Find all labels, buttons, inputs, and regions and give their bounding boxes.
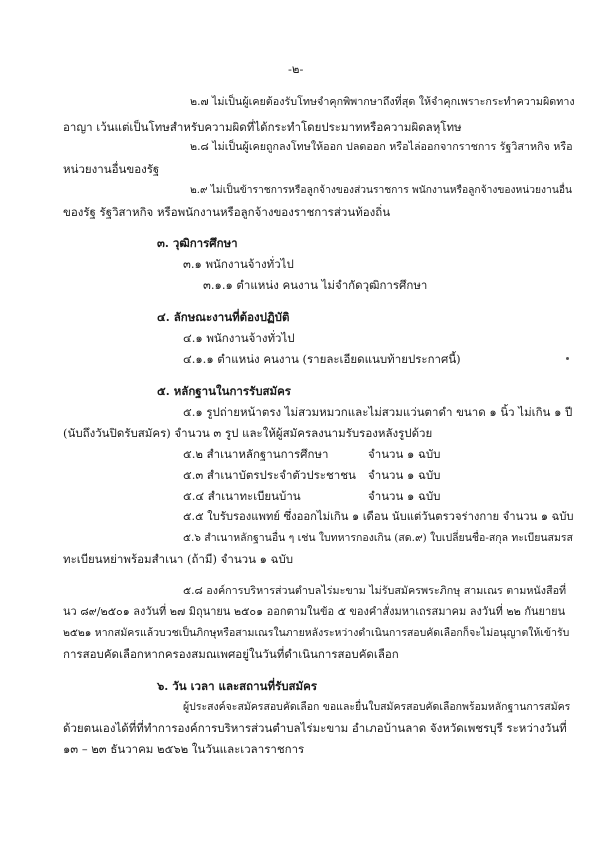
section-3-1-1: ๓.๑.๑ ตำแหน่ง คนงาน ไม่จำกัดวุฒิการศึกษา bbox=[203, 278, 428, 292]
section-4-1-1: ๔.๑.๑ ตำแหน่ง คนงาน (รายละเอียดแนบท้ายประกาศนี้) bbox=[183, 352, 461, 366]
section-5-4-qty: จำนวน ๑ ฉบับ bbox=[368, 489, 441, 503]
section-5-1-line2: (นับถึงวันปิดรับสมัคร) จำนวน ๓ รูป และให้ผู้สมัครลงนามรับรองหลังรูปด้วย bbox=[63, 426, 433, 440]
section-5-1-line1: ๕.๑ รูปถ่ายหน้าตรง ไม่สวมหมวกและไม่สวมแว่นตาดำ ขนาด ๑ นิ้ว ไม่เกิน ๑ ปี bbox=[183, 405, 573, 419]
section-6-line3: ๑๓ – ๒๓ ธันวาคม ๒๕๖๒ ในวันและเวลาราชการ bbox=[63, 742, 305, 756]
section-4-1: ๔.๑ พนักงานจ้างทั่วไป bbox=[183, 331, 295, 345]
qualification-2-9-line1: ๒.๙ ไม่เป็นข้าราชการหรือลูกจ้างของส่วนราชการ พนักงานหรือลูกจ้างของหน่วยงานอื่น bbox=[190, 184, 572, 196]
page-number: -๒- bbox=[288, 62, 304, 76]
section-6-line2: ด้วยตนเองได้ที่ที่ทำการองค์การบริหารส่วนตำบลไร่มะขาม อำเภอบ้านลาด จังหวัดเพชรบุรี ระหว่างวันที่ bbox=[63, 721, 567, 735]
section-5-3-qty: จำนวน ๑ ฉบับ bbox=[368, 468, 441, 482]
section-5-3-label: ๕.๓ สำเนาบัตรประจำตัวประชาชน bbox=[183, 468, 356, 482]
section-4-heading: ๔. ลักษณะงานที่ต้องปฏิบัติ bbox=[157, 310, 290, 324]
section-6-heading: ๖. วัน เวลา และสถานที่รับสมัคร bbox=[157, 679, 317, 693]
section-5-8-line1: ๕.๘ องค์การบริหารส่วนตำบลไร่มะขาม ไม่รับสมัครพระภิกษุ สามเณร ตามหนังสือที่ bbox=[183, 584, 567, 597]
qualification-2-8-line1: ๒.๘ ไม่เป็นผู้เคยถูกลงโทษให้ออก ปลดออก หรือไล่ออกจากราชการ รัฐวิสาหกิจ หรือ bbox=[190, 140, 573, 153]
section-6-line1: ผู้ประสงค์จะสมัครสอบคัดเลือก ขอและยื่นใบสมัครสอบคัดเลือกพร้อมหลักฐานการสมัคร bbox=[183, 701, 571, 713]
section-5-8-line3: ๒๕๒๑ หากสมัครแล้วบวชเป็นภิกษุหรือสามเณรในภายหลังระหว่างดำเนินการสอบคัดเลือกก็จะไม่อนุญาตให้เข้ารับ bbox=[63, 627, 570, 639]
section-5-5: ๕.๕ ใบรับรองแพทย์ ซึ่งออกไม่เกิน ๑ เดือน นับแต่วันตรวจร่างกาย จำนวน ๑ ฉบับ bbox=[183, 510, 574, 523]
section-5-6-line1: ๕.๖ สำเนาหลักฐานอื่น ๆ เช่น ใบทหารกองเกิน (สด.๙) ใบเปลี่ยนชื่อ-สกุล ทะเบียนสมรส bbox=[183, 532, 573, 544]
section-5-6-line2: ทะเบียนหย่าพร้อมสำเนา (ถ้ามี) จำนวน ๑ ฉบับ bbox=[63, 552, 294, 566]
qualification-2-7-line1: ๒.๗ ไม่เป็นผู้เคยต้องรับโทษจำคุกพิพากษาถึงที่สุด ให้จำคุกเพราะกระทำความผิดทาง bbox=[190, 95, 575, 108]
section-5-8-line4: การสอบคัดเลือกหากครองสมณเพศอยู่ในวันที่ดำเนินการสอบคัดเลือก bbox=[63, 647, 399, 661]
scan-speck bbox=[566, 357, 569, 360]
section-3-1: ๓.๑ พนักงานจ้างทั่วไป bbox=[183, 257, 294, 271]
qualification-2-9-line2: ของรัฐ รัฐวิสาหกิจ หรือพนักงานหรือลูกจ้างของราชการส่วนท้องถิ่น bbox=[63, 205, 391, 219]
section-5-2-qty: จำนวน ๑ ฉบับ bbox=[368, 447, 441, 461]
qualification-2-8-line2: หน่วยงานอื่นของรัฐ bbox=[63, 162, 160, 176]
section-5-8-line2: นว ๘๙/๒๕๐๑ ลงวันที่ ๒๗ มิถุนายน ๒๕๐๑ ออกตามในข้อ ๕ ของคำสั่งมหาเถรสมาคม ลงวันที่ ๒๒ กันยายน bbox=[63, 605, 566, 618]
section-5-2-label: ๕.๒ สำเนาหลักฐานการศึกษา bbox=[183, 447, 329, 461]
section-5-4-label: ๕.๔ สำเนาทะเบียนบ้าน bbox=[183, 489, 301, 503]
qualification-2-7-line2: อาญา เว้นแต่เป็นโทษสำหรับความผิดที่ได้กระทำโดยประมาทหรือความผิดลหุโทษ bbox=[63, 120, 462, 134]
section-3-heading: ๓. วุฒิการศึกษา bbox=[157, 236, 238, 250]
section-5-heading: ๕. หลักฐานในการรับสมัคร bbox=[157, 384, 291, 398]
